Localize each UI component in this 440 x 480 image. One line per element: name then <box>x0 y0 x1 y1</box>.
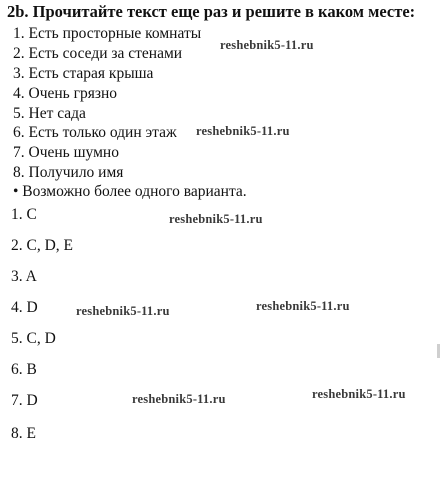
question-item: 6. Есть только один этаж <box>13 124 177 141</box>
answer-item: 7. D <box>11 392 38 409</box>
question-item: 5. Нет сада <box>13 105 86 122</box>
question-item: 2. Есть соседи за стенами <box>13 45 183 62</box>
watermark: reshebnik5-11.ru <box>76 304 170 318</box>
note: • Возможно более одного варианта. <box>13 183 247 200</box>
watermark: reshebnik5-11.ru <box>220 38 314 52</box>
answer-item: 8. E <box>11 425 36 442</box>
answer-item: 6. B <box>11 361 37 378</box>
answer-item: 1. C <box>11 206 37 223</box>
task-title: 2b. Прочитайте текст еще раз и решите в каком месте: <box>7 2 416 21</box>
watermark: reshebnik5-11.ru <box>196 124 290 138</box>
answer-item: 2. C, D, E <box>11 237 73 254</box>
answer-item: 5. C, D <box>11 330 56 347</box>
question-item: 3. Есть старая крыша <box>13 65 154 82</box>
watermark: reshebnik5-11.ru <box>169 212 263 226</box>
answer-item: 3. A <box>11 268 37 285</box>
watermark: reshebnik5-11.ru <box>256 299 350 313</box>
question-item: 8. Получило имя <box>13 164 124 181</box>
question-item: 7. Очень шумно <box>13 144 119 161</box>
watermark: reshebnik5-11.ru <box>132 392 226 406</box>
question-item: 1. Есть просторные комнаты <box>13 25 202 42</box>
answer-item: 4. D <box>11 299 38 316</box>
watermark: reshebnik5-11.ru <box>312 387 406 401</box>
question-item: 4. Очень грязно <box>13 85 118 102</box>
